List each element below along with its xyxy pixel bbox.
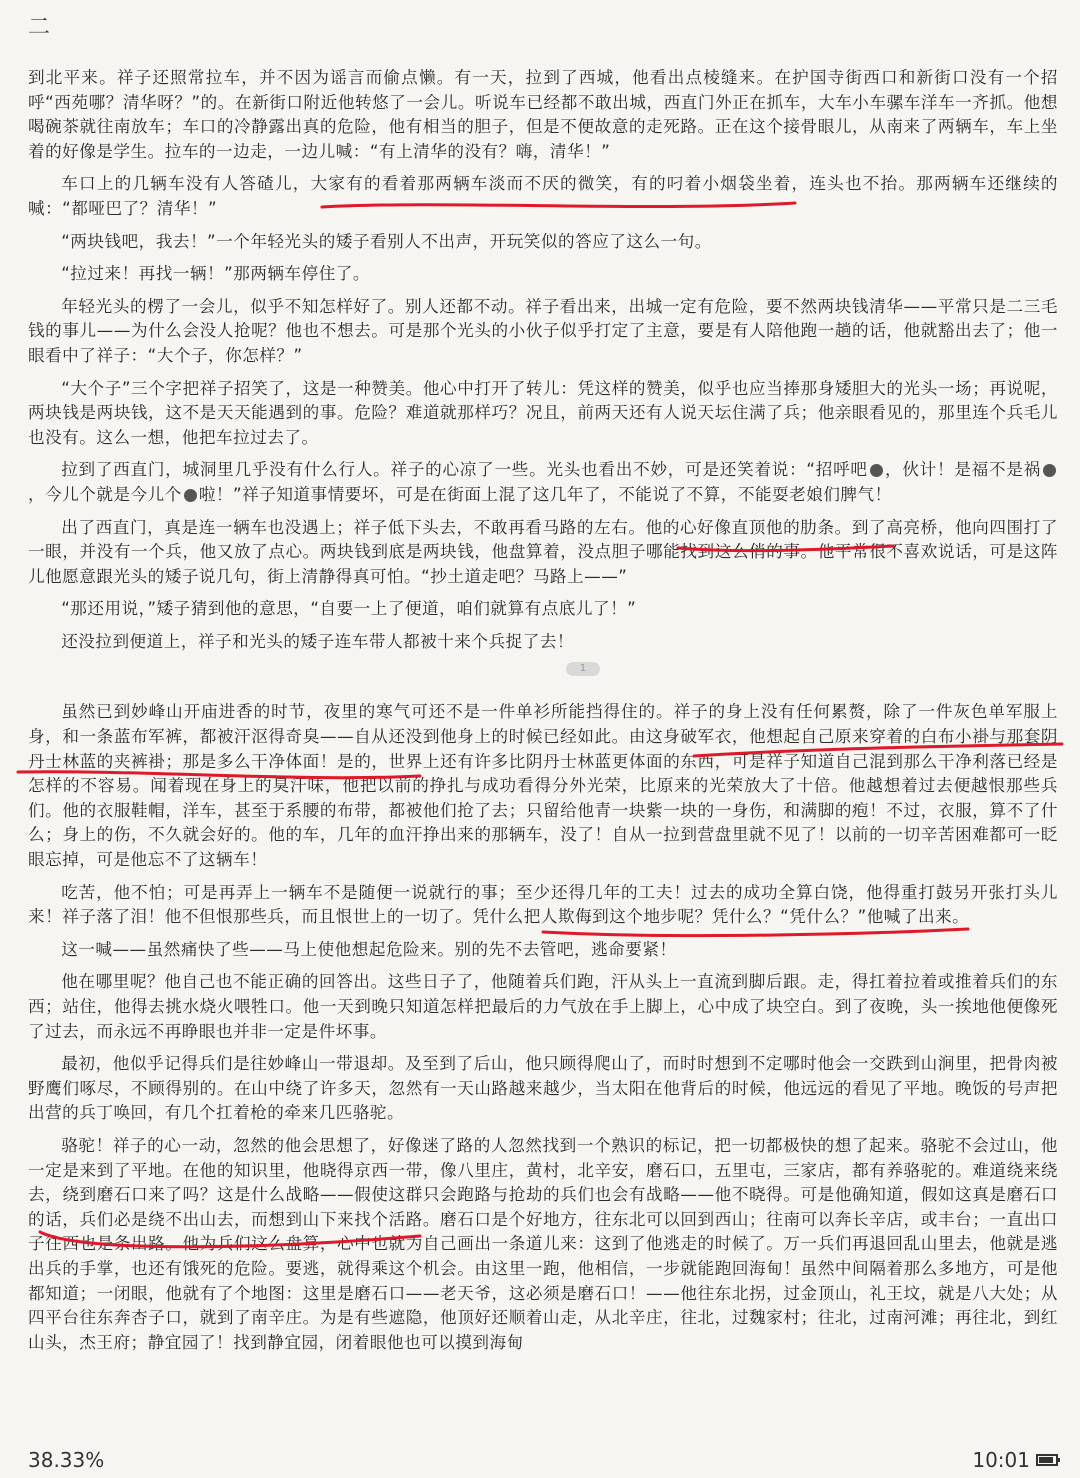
paragraph: 吃苦，他不怕；可是再弄上一辆车不是随便一说就行的事；至少还得几年的工夫！过去的成功全算白饶，他得重打鼓另开张打头儿来！祥子落了泪！他不但恨那些兵，而且恨世上的一切了。凭什么把人欺侮到这个地步呢？凭什么？“凭什么？”他喊了出来。 <box>28 882 1058 927</box>
paragraph-part: ，伙计！是福不是祸 <box>884 460 1041 480</box>
paragraph: “那还用说，”矮子猜到他的意思，“自要一上了便道，咱们就算有点底儿了！” <box>61 599 637 619</box>
paragraph: “两块钱吧，我去！”一个年轻光头的矮子看别人不出声，开玩笑似的答应了这么一句。 <box>61 231 712 251</box>
page-break-indicator: 1 <box>566 662 600 676</box>
paragraph: “大个子”三个字把祥子招笑了，这是一种赞美。他心中打开了转儿：凭这样的赞美，似乎也应当捧那身矮胆大的光头一场；再说呢，两块钱是两块钱，这不是天天能遇到的事。危险？难道就那样巧？况且，前两天还有人说天坛住满了兵；他亲眼看见的，那里连个兵毛儿也没有。这么一想，他把车拉过去了。 <box>28 378 1058 447</box>
circle-glyph-icon <box>184 489 197 502</box>
paragraph-part: ，今儿个就是今儿个 <box>28 484 182 504</box>
reader-status-bar <box>0 1438 1080 1478</box>
reading-page[interactable] <box>28 66 1058 1363</box>
section-a <box>28 66 1058 654</box>
paragraph: 他在哪里呢？他自己也不能正确的回答出。这些日子了，他随着兵们跑，汗从头上一直流到脚后跟。走，得扛着拉着或推着兵们的东西；站住，他得去挑水烧火喂牲口。他一天到晚只知道怎样把最后的力气放在手上脚上，心中成了块空白。到了夜晚，头一挨地他便像死了过去，而永远不再睁眼也并非一定是件坏事。 <box>28 972 1058 1041</box>
paragraph-with-glyphs <box>28 458 1058 507</box>
section-b <box>28 700 1058 1355</box>
paragraph: 到北平来。祥子还照常拉车，并不因为谣言而偷点懒。有一天，拉到了西城，他看出点棱缝来。在护国寺街西口和新街口没有一个招呼“西苑哪？清华呀？”的。在新街口附近他转悠了一会儿。听说车已经都不敢出城，西直门外正在抓车，大车小车骡车洋车一齐抓。他想喝碗茶就往南放车；车口的冷静露出真的危险，他有相当的胆子，但是不便故意的走死路。正在这个接骨眼儿，从南来了两辆车，车上坐着的好像是学生。拉车的一边走，一边儿喊：“有上清华的没有？嗨，清华！” <box>28 68 1058 161</box>
clock-time: 10:01 <box>972 1448 1030 1472</box>
chapter-number: 二 <box>28 15 51 40</box>
paragraph: “拉过来！再找一辆！”那两辆车停住了。 <box>61 264 370 284</box>
reading-progress: 38.33% <box>28 1448 105 1472</box>
paragraph: 车口上的几辆车没有人答碴儿，大家有的看着那两辆车淡而不厌的微笑，有的叼着小烟袋坐着，连头也不抬。那两辆车还继续的喊：“都哑巴了？清华！” <box>28 174 1058 218</box>
paragraph-part: 啦！”祥子知道事情要坏，可是在街面上混了这几年了，不能说了不算，不能耍老娘们脾气！ <box>198 484 892 504</box>
paragraph: 还没拉到便道上，祥子和光头的矮子连车带人都被十来个兵捉了去！ <box>61 631 574 651</box>
paragraph: 年轻光头的楞了一会儿，似乎不知怎样好了。别人还都不动。祥子看出来，出城一定有危险，要不然两块钱清华——平常只是二三毛钱的事儿——为什么会没人抢呢？他也不想去。可是那个光头的小伙子似乎打定了主意，要是有人陪他跑一趟的话，他就豁出去了；他一眼看中了祥子：“大个子，你怎样？” <box>28 296 1058 365</box>
paragraph-part: 拉到了西直门，城洞里几乎没有什么行人。祥子的心凉了一些。光头也看出不妙，可是还笑着说：“招呼吧 <box>61 460 868 480</box>
page-gap <box>28 662 1058 700</box>
paragraph: 虽然已到妙峰山开庙进香的时节，夜里的寒气可还不是一件单衫所能挡得住的。祥子的身上没有任何累赘，除了一件灰色单军服上身，和一条蓝布军裤，都被汗沤得奇臭——自从还没到他身上的时候已经如此。由这身破军衣，他想起自己原来穿着的白布小褂与那套阴丹士林蓝的夹裤褂；那是多么干净体面！是的，世界上还有许多比阴丹士林蓝更体面的东西，可是祥子知道自己混到那么干净利落已经是怎样的不容易。闻着现在身上的臭汗味，他把以前的挣扎与成功看得分外光荣，比原来的光荣放大了十倍。他越想着过去便越恨那些兵们。他的衣服鞋帽，洋车，甚至于系腰的布带，都被他们抢了去；只留给他青一块紫一块的一身伤，和满脚的疱！不过，衣服，算不了什么；身上的伤，不久就会好的。他的车，几年的血汗挣出来的那辆车，没了！自从一拉到营盘里就不见了！以前的一切辛苦困难都可一眨眼忘掉，可是他忘不了这辆车！ <box>28 702 1058 870</box>
circle-glyph-icon <box>1043 464 1056 477</box>
circle-glyph-icon <box>870 464 883 477</box>
paragraph: 出了西直门，真是连一辆车也没遇上；祥子低下头去，不敢再看马路的左右。他的心好像直顶他的肋条。到了高亮桥，他向四围打了一眼，并没有一个兵，他又放了点心。两块钱到底是两块钱，他盘算着，没点胆子哪能找到这么俏的事。他平常很不喜欢说话，可是这阵儿他愿意跟光头的矮子说几句，街上清静得真可怕。“抄土道走吧？马路上——” <box>28 517 1058 586</box>
paragraph: 最初，他似乎记得兵们是往妙峰山一带退却。及至到了后山，他只顾得爬山了，而时时想到不定哪时他会一交跌到山涧里，把骨肉被野鹰们啄尽，不顾得别的。在山中绕了许多天，忽然有一天山路越来越少，当太阳在他背后的时候，他远远的看见了平地。晚饭的号声把出营的兵丁唤回，有几个扛着枪的牵来几匹骆驼。 <box>28 1054 1058 1123</box>
paragraph: 这一喊——虽然痛快了些——马上使他想起危险来。别的先不去管吧，逃命要紧！ <box>61 939 677 959</box>
paragraph: 骆驼！祥子的心一动，忽然的他会思想了，好像迷了路的人忽然找到一个熟识的标记，把一切都极快的想了起来。骆驼不会过山，他一定是来到了平地。在他的知识里，他晓得京西一带，像八里庄，黄村，北辛安，磨石口，五里屯，三家店，都有养骆驼的。难道绕来绕去，绕到磨石口来了吗？这是什么战略——假使这群只会跑路与抢劫的兵们也会有战略——他不晓得。可是他确知道，假如这真是磨石口的话，兵们必是绕不出山去，而想到山下来找个活路。磨石口是个好地方，往东北可以回到西山；往南可以奔长辛店，或丰台；一直出口子往西也是条出路。他为兵们这么盘算，心中也就为自己画出一条道儿来：这到了他逃走的时候了。万一兵们再退回乱山里去，他就是逃出兵的手掌，也还有饿死的危险。要逃，就得乘这个机会。由这里一跑，他相信，一步就能跑回海甸！虽然中间隔着那么多地方，可是他都知道；一闭眼，他就有了个地图：这里是磨石口——老天爷，这必须是磨石口！——他往东北拐，过金顶山，礼王坟，就是八大处；从四平台往东奔杏子口，就到了南辛庄。为是有些遮隐，他顶好还顺着山走，从北辛庄，往北，过魏家村；往北，过南河滩；再往北，到红山头，杰王府；静宜园了！找到静宜园，闭着眼他也可以摸到海甸 <box>28 1135 1058 1352</box>
clock-battery <box>972 1448 1058 1472</box>
battery-icon <box>1036 1454 1058 1466</box>
